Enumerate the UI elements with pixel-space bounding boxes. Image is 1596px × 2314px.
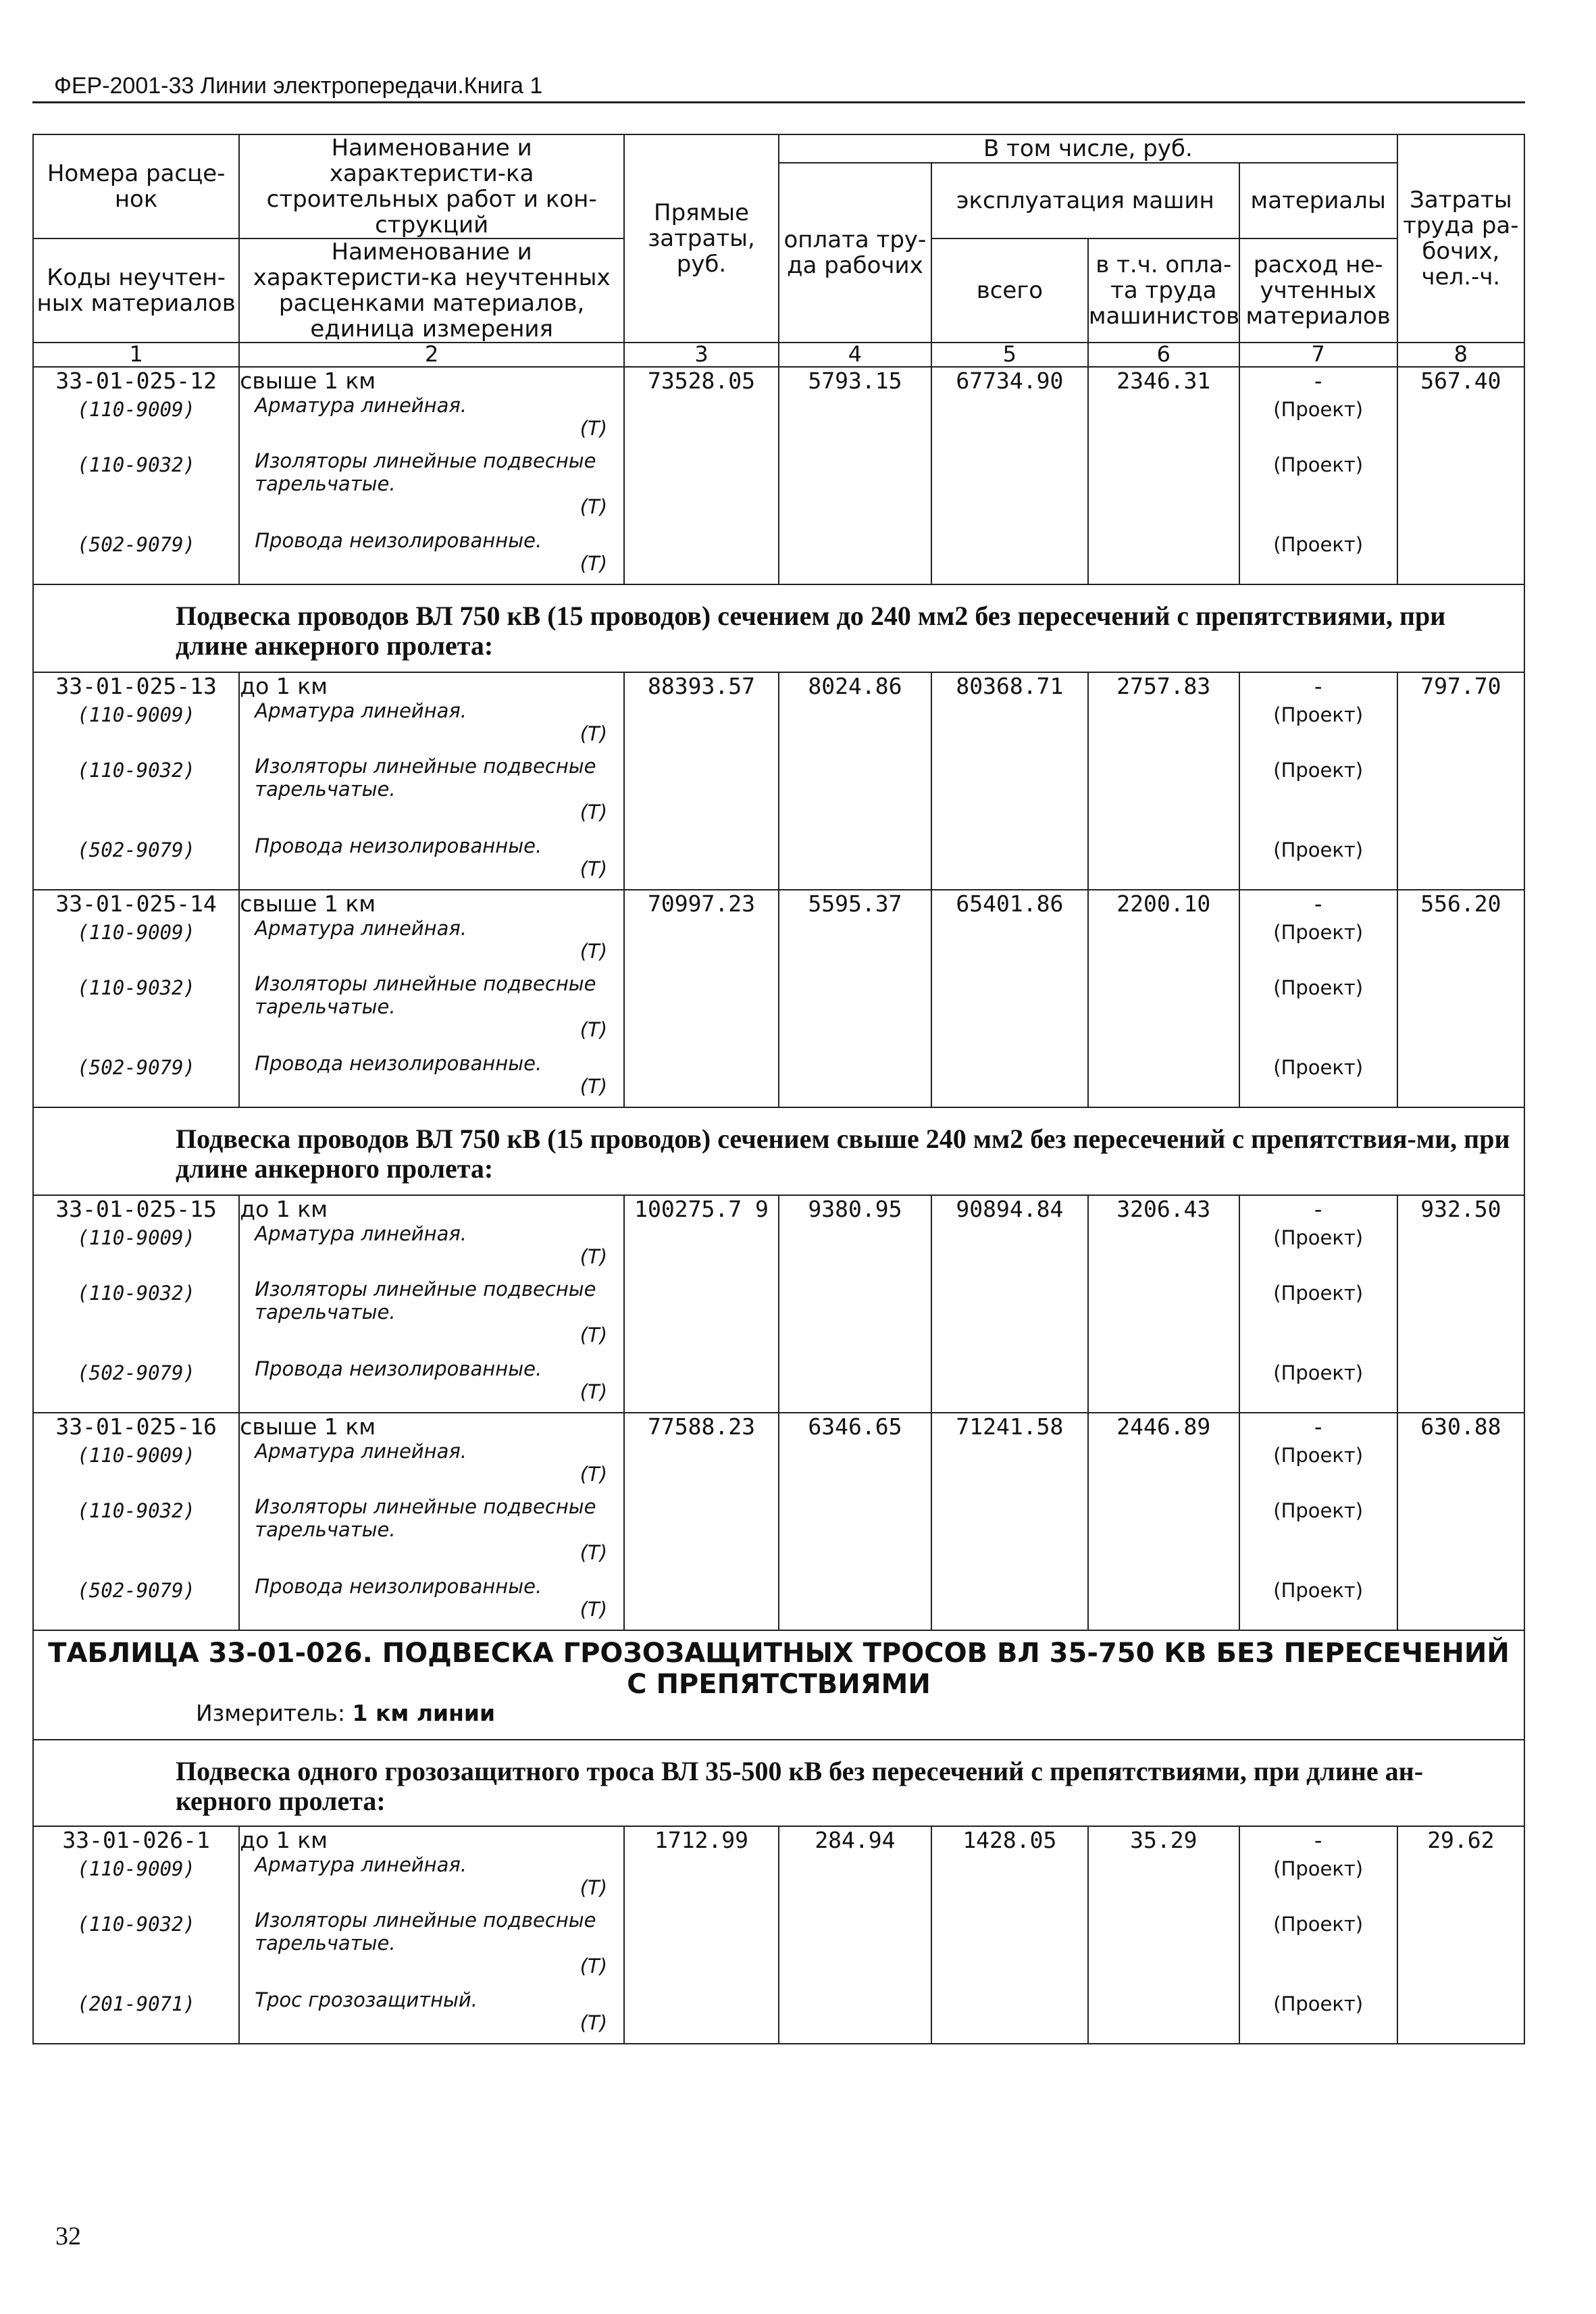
col2-top-header: Наименование и характеристи-ка строительных работ и кон-струкций (239, 134, 624, 238)
material-cell (239, 449, 624, 529)
material-unit-mark: (Т) (580, 495, 608, 518)
machines-header: эксплуатация машин (931, 163, 1239, 238)
machinist-wages: 35.29 (1088, 1826, 1239, 2044)
material-cell (239, 1222, 624, 1278)
group-header: В том числе, руб. (779, 134, 1397, 163)
material-cell (239, 699, 624, 755)
worker-wages: 5793.15 (779, 367, 931, 584)
col-num-8: 8 (1397, 343, 1524, 367)
machine-total: 90894.84 (931, 1195, 1088, 1413)
material-unit-mark: (Т) (580, 1876, 608, 1899)
material-unit-mark: (Т) (580, 940, 608, 963)
material-unit-mark: (Т) (580, 857, 608, 880)
material-name: Изоляторы линейные подвесные тарельчатые. (255, 755, 596, 801)
rate-block (33, 1195, 1524, 1413)
material-project: (Проект) (1239, 1495, 1397, 1575)
col-num-1: 1 (33, 343, 239, 367)
worker-wages: 8024.86 (779, 672, 931, 890)
rate-block (33, 672, 1524, 890)
material-project: (Проект) (1239, 1222, 1397, 1278)
section-heading-cell (33, 1740, 1524, 1826)
material-code: (502-9079) (33, 1575, 239, 1630)
material-cell (239, 917, 624, 972)
material-project: (Проект) (1239, 917, 1397, 972)
material-cell (239, 1357, 624, 1413)
materials-value: - (1239, 1826, 1397, 1853)
rate-block (33, 367, 1524, 584)
rate-range: до 1 км (239, 672, 624, 699)
header-rule (32, 101, 1525, 103)
material-name: Провода неизолированные. (255, 834, 542, 857)
col1-top-header: Номера расце-нок (33, 134, 239, 238)
material-code: (110-9032) (33, 449, 239, 529)
material-name: Провода неизолированные. (255, 1052, 542, 1075)
material-code: (110-9032) (33, 1909, 239, 1988)
materials-value: - (1239, 367, 1397, 394)
material-cell (239, 1495, 624, 1575)
material-code: (110-9009) (33, 1440, 239, 1495)
material-project: (Проект) (1239, 1575, 1397, 1630)
worker-wages: 5595.37 (779, 890, 931, 1107)
material-name: Изоляторы линейные подвесные тарельчатые. (255, 1278, 596, 1324)
material-project: (Проект) (1239, 394, 1397, 449)
material-unit-mark: (Т) (580, 1245, 608, 1268)
material-code: (502-9079) (33, 529, 239, 584)
machinist-wages: 2346.31 (1088, 367, 1239, 584)
material-project: (Проект) (1239, 972, 1397, 1052)
labor-costs: 630.88 (1397, 1413, 1524, 1630)
materials-header: материалы (1239, 163, 1397, 238)
material-name: Арматура линейная. (255, 394, 467, 417)
machinist-wages: 2200.10 (1088, 890, 1239, 1107)
material-cell (239, 755, 624, 834)
col5-header: всего (931, 238, 1088, 343)
material-project: (Проект) (1239, 1440, 1397, 1495)
material-name: Изоляторы линейные подвесные тарельчатые. (255, 449, 596, 495)
material-name: Арматура линейная. (255, 1853, 467, 1876)
col-num-3: 3 (624, 343, 779, 367)
rate-code: 33-01-025-12 (33, 367, 239, 394)
material-code: (110-9009) (33, 1853, 239, 1909)
material-code: (110-9009) (33, 699, 239, 755)
material-unit-mark: (Т) (580, 722, 608, 745)
direct-costs: 73528.05 (624, 367, 779, 584)
material-unit-mark: (Т) (580, 1324, 608, 1347)
col3-header: Прямые затраты, руб. (624, 134, 779, 343)
material-code: (110-9032) (33, 1278, 239, 1357)
rate-range: до 1 км (239, 1826, 624, 1853)
material-unit-mark: (Т) (580, 1541, 608, 1564)
labor-costs: 932.50 (1397, 1195, 1524, 1413)
material-code: (110-9009) (33, 394, 239, 449)
material-project: (Проект) (1239, 1357, 1397, 1413)
material-project: (Проект) (1239, 1052, 1397, 1107)
material-name: Арматура линейная. (255, 1222, 467, 1245)
material-unit-mark: (Т) (580, 1380, 608, 1403)
rate-code: 33-01-025-15 (33, 1195, 239, 1222)
rate-code: 33-01-025-14 (33, 890, 239, 917)
material-name: Изоляторы линейные подвесные тарельчатые. (255, 972, 596, 1018)
col7-header: расход не-учтенных материалов (1239, 238, 1397, 343)
materials-value: - (1239, 672, 1397, 699)
material-unit-mark: (Т) (580, 2011, 608, 2034)
material-cell (239, 1575, 624, 1630)
material-cell (239, 1052, 624, 1107)
rate-range: свыше 1 км (239, 890, 624, 917)
col-num-4: 4 (779, 343, 931, 367)
rate-block (33, 890, 1524, 1107)
labor-costs: 797.70 (1397, 672, 1524, 890)
section-heading: Подвеска проводов ВЛ 750 кВ (15 проводов) сечением до 240 мм2 без пересечений с препятствиями, при длине анкерного пролета: (176, 601, 1446, 661)
material-code: (110-9032) (33, 972, 239, 1052)
material-cell (239, 1278, 624, 1357)
materials-value: - (1239, 1413, 1397, 1440)
page-number: 32 (55, 2222, 81, 2250)
direct-costs: 70997.23 (624, 890, 779, 1107)
material-cell (239, 394, 624, 449)
material-unit-mark: (Т) (580, 1463, 608, 1486)
worker-wages: 6346.65 (779, 1413, 931, 1630)
col8-header: Затраты труда ра-бочих, чел.-ч. (1397, 134, 1524, 343)
machinist-wages: 2757.83 (1088, 672, 1239, 890)
machinist-wages: 3206.43 (1088, 1195, 1239, 1413)
material-code: (201-9071) (33, 1988, 239, 2044)
col-num-6: 6 (1088, 343, 1239, 367)
col-num-7: 7 (1239, 343, 1397, 367)
col4-header: оплата тру-да рабочих (779, 163, 931, 343)
labor-costs: 567.40 (1397, 367, 1524, 584)
material-unit-mark: (Т) (580, 552, 608, 575)
worker-wages: 9380.95 (779, 1195, 931, 1413)
material-code: (502-9079) (33, 1052, 239, 1107)
labor-costs: 29.62 (1397, 1826, 1524, 2044)
material-name: Трос грозозащитный. (255, 1988, 478, 2011)
materials-value: - (1239, 890, 1397, 917)
rate-range: свыше 1 км (239, 1413, 624, 1440)
materials-value: - (1239, 1195, 1397, 1222)
col-num-5: 5 (931, 343, 1088, 367)
worker-wages: 284.94 (779, 1826, 931, 2044)
rates-table (32, 134, 1525, 2044)
machine-total: 67734.90 (931, 367, 1088, 584)
material-project: (Проект) (1239, 699, 1397, 755)
material-project: (Проект) (1239, 1909, 1397, 1988)
col2-bottom-header: Наименование и характеристи-ка неучтенных расценками материалов, единица измерения (239, 238, 624, 343)
section-heading-cell (33, 584, 1524, 672)
machinist-wages: 2446.89 (1088, 1413, 1239, 1630)
material-code: (110-9032) (33, 755, 239, 834)
direct-costs: 1712.99 (624, 1826, 779, 2044)
material-project: (Проект) (1239, 1278, 1397, 1357)
machine-total: 65401.86 (931, 890, 1088, 1107)
labor-costs: 556.20 (1397, 890, 1524, 1107)
material-project: (Проект) (1239, 1988, 1397, 2044)
material-cell (239, 1988, 624, 2044)
material-unit-mark: (Т) (580, 1955, 608, 1978)
material-project: (Проект) (1239, 1853, 1397, 1909)
material-code: (502-9079) (33, 1357, 239, 1413)
material-code: (110-9009) (33, 917, 239, 972)
section-heading-cell (33, 1107, 1524, 1195)
material-name: Изоляторы линейные подвесные тарельчатые. (255, 1909, 596, 1955)
material-unit-mark: (Т) (580, 1018, 608, 1041)
material-name: Арматура линейная. (255, 917, 467, 940)
material-unit-mark: (Т) (580, 1598, 608, 1621)
document-header-title: ФЕР-2001-33 Линии электропередачи.Книга 1 (54, 73, 543, 99)
machine-total: 80368.71 (931, 672, 1088, 890)
direct-costs: 77588.23 (624, 1413, 779, 1630)
material-cell (239, 972, 624, 1052)
material-unit-mark: (Т) (580, 1075, 608, 1098)
measure-label: Измеритель: (196, 1700, 346, 1726)
material-project: (Проект) (1239, 529, 1397, 584)
material-name: Провода неизолированные. (255, 1357, 542, 1380)
material-project: (Проект) (1239, 755, 1397, 834)
col6-header: в т.ч. опла-та труда машинистов (1088, 238, 1239, 343)
material-name: Изоляторы линейные подвесные тарельчатые. (255, 1495, 596, 1541)
col-num-2: 2 (239, 343, 624, 367)
rate-range: свыше 1 км (239, 367, 624, 394)
material-code: (502-9079) (33, 834, 239, 890)
machine-total: 1428.05 (931, 1826, 1088, 2044)
material-code: (110-9032) (33, 1495, 239, 1575)
section-heading: Подвеска одного грозозащитного троса ВЛ 35-500 кВ без пересечений с препятствиями, при длине ан-керного пролета: (176, 1756, 1424, 1816)
rate-range: до 1 км (239, 1195, 624, 1222)
material-cell (239, 834, 624, 890)
material-project: (Проект) (1239, 449, 1397, 529)
material-project: (Проект) (1239, 834, 1397, 890)
rate-code: 33-01-026-1 (33, 1826, 239, 1853)
material-name: Арматура линейная. (255, 699, 467, 722)
direct-costs: 88393.57 (624, 672, 779, 890)
material-name: Провода неизолированные. (255, 1575, 542, 1598)
col1-bottom-header: Коды неучтен-ных материалов (33, 238, 239, 343)
measure-line (34, 1700, 1524, 1730)
material-unit-mark: (Т) (580, 801, 608, 824)
table-title: ТАБЛИЦА 33-01-026. ПОДВЕСКА ГРОЗОЗАЩИТНЫХ ТРОСОВ ВЛ 35-750 КВ БЕЗ ПЕРЕСЕЧЕНИЙ С ПРЕПЯТСТВИЯМИ (48, 1638, 1510, 1700)
material-name: Арматура линейная. (255, 1440, 467, 1463)
material-cell (239, 1853, 624, 1909)
material-cell (239, 1440, 624, 1495)
direct-costs: 100275.7 9 (624, 1195, 779, 1413)
material-unit-mark: (Т) (580, 417, 608, 440)
material-cell (239, 1909, 624, 1988)
rate-code: 33-01-025-16 (33, 1413, 239, 1440)
section-heading: Подвеска проводов ВЛ 750 кВ (15 проводов) сечением свыше 240 мм2 без пересечений с препятствия-ми, при длине анкерного пролета: (176, 1124, 1510, 1184)
rate-code: 33-01-025-13 (33, 672, 239, 699)
measure-value: 1 км линии (352, 1700, 496, 1726)
machine-total: 71241.58 (931, 1413, 1088, 1630)
rate-block (33, 1413, 1524, 1630)
material-name: Провода неизолированные. (255, 529, 542, 552)
rate-block (33, 1826, 1524, 2044)
table-title-cell (33, 1630, 1524, 1740)
material-code: (110-9009) (33, 1222, 239, 1278)
material-cell (239, 529, 624, 584)
